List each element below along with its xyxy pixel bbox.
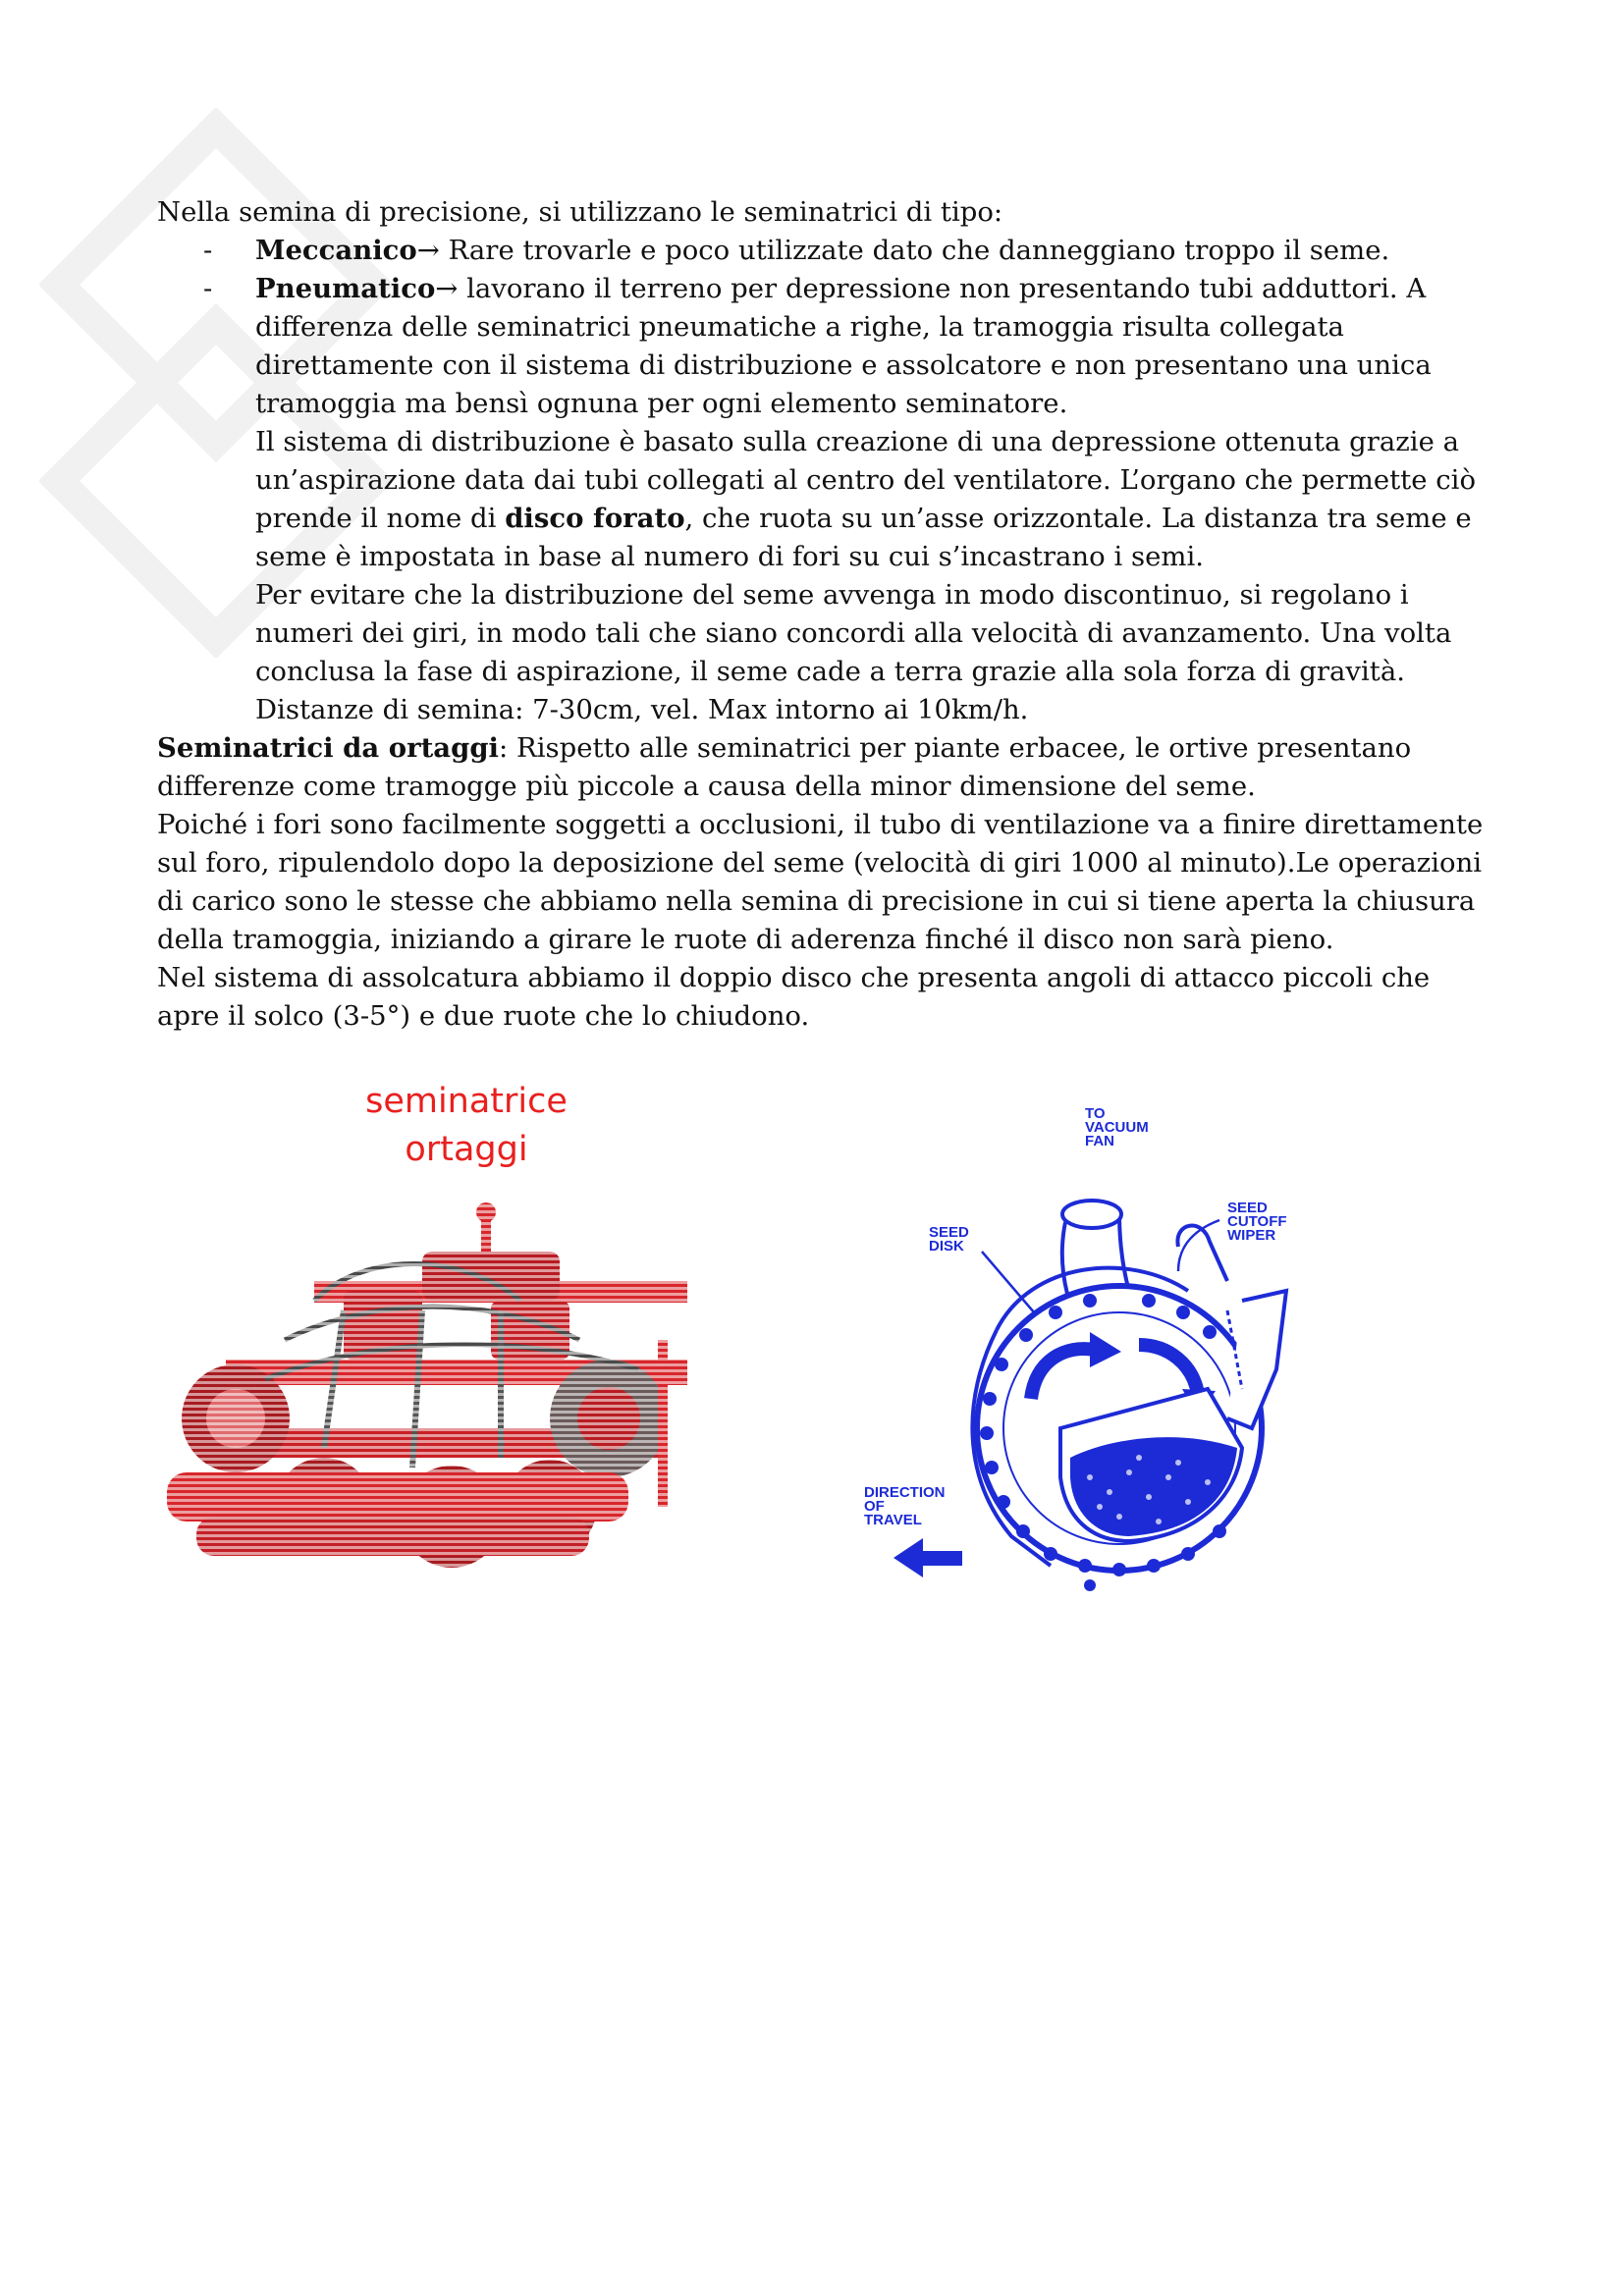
list-item-meccanico: [157, 232, 1492, 270]
label-line: DISK: [929, 1238, 964, 1255]
label-seed-cutoff-wiper: [1227, 1200, 1287, 1244]
list-item-pneumatico: [157, 270, 1492, 729]
body-text: [157, 193, 1492, 1036]
vegetable-seeders-paragraph: [157, 729, 1492, 806]
meccanico-description: Rare trovarle e poco utilizzate dato che danneggiano troppo il seme.: [439, 235, 1390, 266]
section-text: : Rispetto alle seminatrici per piante erbacee, le ortive presentano differenze come tramogge più piccole a causa della minor dimensione del seme.: [157, 732, 1412, 802]
furrowing-paragraph: Nel sistema di assolcatura abbiamo il doppio disco che presenta angoli di attacco piccoli che apre il solco (3-5°) e due ruote che lo chiudono.: [157, 962, 1431, 1032]
distribution-text-a: Il sistema di distribuzione è basato sulla creazione di una depressione ottenuta grazie a un’aspirazione data dai tubi collegati al centro del ventilatore. L’organo che permette ciò prende il nome di: [255, 426, 1477, 534]
term-meccanico: Meccanico: [255, 235, 417, 266]
distribution-text-b: , che ruota su un’asse orizzontale. La distanza tra seme e seme è impostata in base al numero di fori su cui s’incastrano i semi.: [255, 503, 1472, 572]
label-line: TRAVEL: [864, 1512, 922, 1528]
label-line: WIPER: [1227, 1227, 1276, 1244]
regulation-paragraph: Per evitare che la distribuzione del seme avvenga in modo discontinuo, si regolano i numeri dei giri, in modo tali che siano concordi alla velocità di avanzamento. Una volta conclusa la fase di aspirazione, il seme cade a terra grazie alla sola forza di gravità.: [255, 579, 1452, 687]
label-line: DIRECTION: [864, 1484, 946, 1501]
term-pneumatico: Pneumatico: [255, 273, 436, 304]
intro-paragraph: Nella semina di precisione, si utilizzano le seminatrici di tipo:: [157, 196, 1003, 228]
label-seed-disk: [929, 1224, 969, 1255]
list-bullet: -: [203, 235, 213, 266]
label-line: TO: [1085, 1105, 1106, 1122]
distribution-paragraph: [255, 423, 1492, 576]
list-bullet: -: [203, 273, 213, 304]
arrow-symbol: →: [416, 235, 440, 266]
planter-caption: [334, 1078, 599, 1174]
label-line: CUTOFF: [1227, 1213, 1287, 1230]
label-direction-of-travel: [864, 1484, 946, 1528]
label-line: FAN: [1085, 1133, 1114, 1149]
arrow-symbol: →: [435, 273, 459, 304]
label-line: SEED: [1227, 1200, 1268, 1216]
label-to-vacuum-fan: [1085, 1105, 1149, 1149]
occlusion-paragraph: Poiché i fori sono facilmente soggetti a occlusioni, il tubo di ventilazione va a finire direttamente sul foro, ripulendolo dopo la deposizione del seme (velocità di giri 1000 al minuto).Le operazioni di carico sono le stesse che abbiamo nella semina di precisione in cui si tiene aperta la chiusura della tramoggia, iniziando a girare le ruote di aderenza finché il disco non sarà pieno.: [157, 809, 1484, 955]
seeder-type-list: [157, 232, 1492, 729]
label-line: OF: [864, 1498, 885, 1515]
distances-paragraph: Distanze di semina: 7-30cm, vel. Max intorno ai 10km/h.: [255, 694, 1029, 725]
label-line: VACUUM: [1085, 1119, 1149, 1136]
term-disco-forato: disco forato: [505, 503, 685, 534]
caption-line-1: seminatrice: [365, 1082, 568, 1121]
section-title: Seminatrici da ortaggi: [157, 732, 499, 764]
pneumatico-description: lavorano il terreno per depressione non presentando tubi adduttori. A differenza delle seminatrici pneumatiche a righe, la tramoggia risulta collegata direttamente con il sistema di distribuzione e assolcatore e non presentano una unica tramoggia ma bensì ognuna per ogni elemento seminatore.: [255, 273, 1432, 419]
seed-disk-diagram: [854, 1104, 1326, 1595]
caption-line-2: ortaggi: [405, 1130, 528, 1169]
vegetable-planter-image: [167, 1193, 746, 1605]
label-line: SEED: [929, 1224, 969, 1241]
